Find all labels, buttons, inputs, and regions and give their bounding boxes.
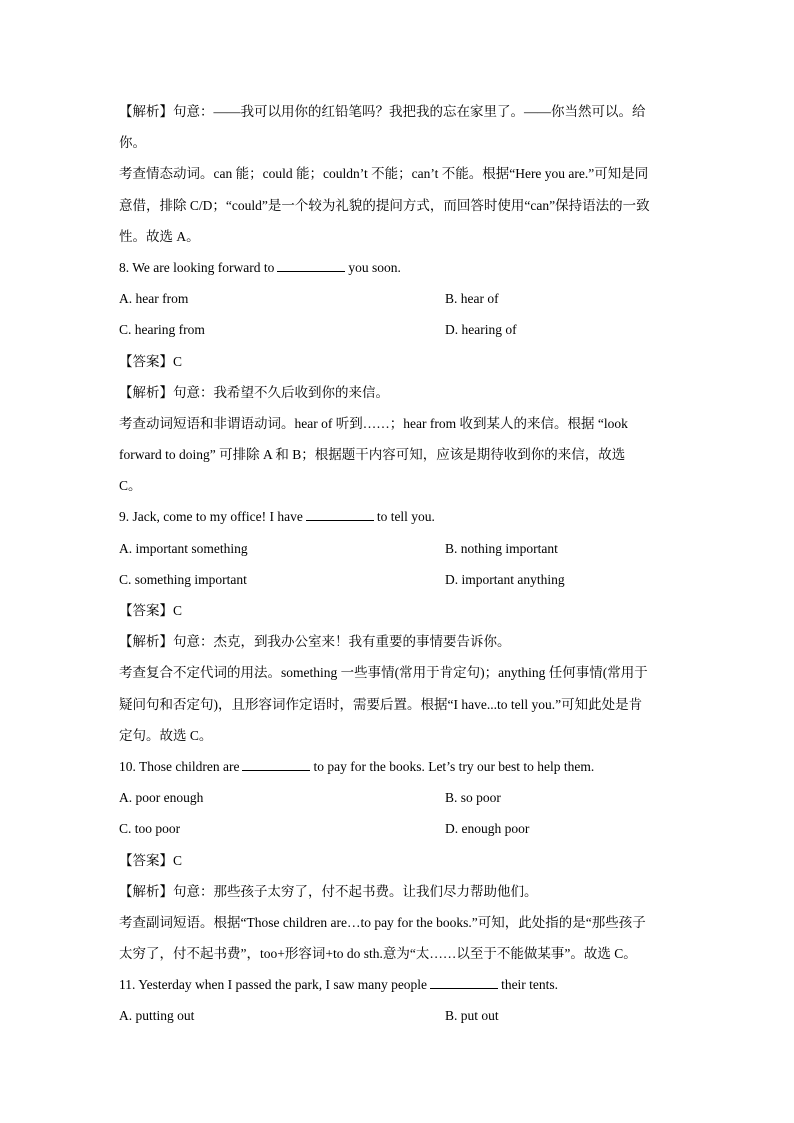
q7-analysis-line: 【解析】句意：——我可以用你的红铅笔吗？我把我的忘在家里了。——你当然可以。给 [119,104,646,119]
q9-options-row-2 [119,564,679,595]
q8-option-b: B. hear of [445,291,499,307]
q10-option-d: D. enough poor [445,821,530,837]
q9-stem [119,501,679,532]
q7-analysis-line: 你。 [119,135,146,151]
q10-stem-before: 10. Those children are [119,758,240,774]
q8-analysis-line: forward to doing” 可排除 A 和 B；根据题干内容可知，应该是期待收到你的来信，故选 [119,447,626,463]
q9-option-c: C. something important [119,571,247,587]
q7-analysis-line: 意借，排除 C/D；“could”是一个较为礼貌的提问方式，而回答时使用“can”保持语法的一致 [119,197,650,213]
q7-analysis-line: 性。故选 A。 [119,228,200,244]
q10-option-a: A. poor enough [119,790,204,806]
q8-analysis-line: C。 [119,478,142,494]
q9-analysis-line: 定句。故选 C。 [119,727,213,743]
q9-option-a: A. important something [119,540,248,556]
q10-answer: 【答案】C [119,852,183,868]
q8-stem-after: you soon. [348,259,401,275]
q8-option-c: C. hearing from [119,322,205,338]
q9-option-d: D. important anything [445,571,565,587]
q8-stem [119,252,679,283]
q9-stem-after: to tell you. [376,509,435,525]
q8-analysis-line: 考查动词短语和非谓语动词。hear of 听到……；hear from 收到某人的来信。根据 “look [119,415,628,431]
q10-stem-after: to pay for the books. Let’s try our best to help them. [313,758,595,774]
q11-stem [119,969,679,1000]
q10-analysis-line: 【解析】句意：那些孩子太穷了，付不起书费。让我们尽力帮助他们。 [119,883,538,899]
q9-option-b: B. nothing important [445,540,558,556]
q10-option-c: C. too poor [119,821,181,837]
q8-stem-before: 8. We are looking forward to [119,259,275,275]
q10-analysis-line: 考查副词短语。根据“Those children are…to pay for the books.”可知，此处指的是“那些孩子 [119,914,646,930]
q9-options-row-1 [119,533,679,564]
q7-analysis-line: 考查情态动词。can 能；could 能；couldn’t 不能；can’t 不能。根据“Here you are.”可知是同 [119,166,649,182]
q8-analysis-line: 【解析】句意：我希望不久后收到你的来信。 [119,384,389,400]
q8-answer: 【答案】C [119,353,183,369]
q9-analysis-line: 考查复合不定代词的用法。something 一些事情(常用于肯定句)；anything 任何事情(常用于 [119,665,648,681]
q10-option-b: B. so poor [445,790,501,806]
q9-analysis-line: 【解析】句意：杰克，到我办公室来！我有重要的事情要告诉你。 [119,634,511,650]
q9-analysis-line: 疑问句和否定句)，且形容词作定语时，需要后置。根据“I have...to tell you.”可知此处是肯 [119,696,643,712]
answer-blank [430,976,498,989]
q11-option-b: B. put out [445,1008,499,1024]
q8-option-d: D. hearing of [445,322,517,338]
q11-options-row-1 [119,1000,679,1031]
q10-stem [119,751,679,782]
q8-options-row-2 [119,314,679,345]
q10-options-row-1 [119,782,679,813]
q10-options-row-2 [119,813,679,844]
q9-stem-before: 9. Jack, come to my office! I have [119,509,303,525]
q8-options-row-1 [119,283,679,314]
q10-analysis-line: 太穷了，付不起书费”，too+形容词+to do sth.意为“太……以至于不能做某事”。故选 C。 [119,946,637,962]
q11-option-a: A. putting out [119,1008,195,1024]
q11-stem-before: 11. Yesterday when I passed the park, I saw many people [119,977,428,993]
q9-answer: 【答案】C [119,603,183,618]
answer-blank [306,508,374,521]
answer-blank [277,259,345,272]
document-page [119,96,679,1032]
q8-option-a: A. hear from [119,291,189,307]
q11-stem-after: their tents. [501,977,559,993]
answer-blank [242,758,310,771]
